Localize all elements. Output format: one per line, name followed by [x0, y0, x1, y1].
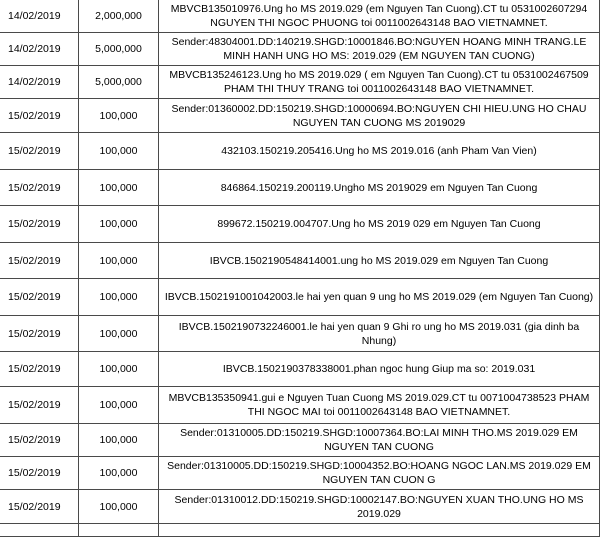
description-cell: Sender:01360002.DD:150219.SHGD:10000694.BO:NGUYEN CHI HIEU.UNG HO CHAU NGUYEN TAN CUONG MS 2019029 — [159, 99, 600, 133]
amount-cell: 100,000 — [79, 316, 159, 352]
date-cell: 15/02/2019 — [0, 457, 79, 490]
amount-cell: 5,000,000 — [79, 66, 159, 99]
table-row — [0, 66, 600, 99]
amount-cell: 100,000 — [79, 457, 159, 490]
description-cell: MBVCB135246123.Ung ho MS 2019.029 ( em Nguyen Tan Cuong).CT tu 0531002467509 PHAM THI THUY TRANG toi 0011002643148 BAO VIETNAMNET. — [159, 66, 600, 99]
description-cell: Sender:01310012.DD:150219.SHGD:10002147.BO:NGUYEN XUAN THO.UNG HO MS 2019.029 — [159, 490, 600, 524]
amount-cell: 100,000 — [79, 133, 159, 170]
date-cell: 15/02/2019 — [0, 352, 79, 387]
table-row — [0, 316, 600, 352]
table-row — [0, 33, 600, 66]
table-row — [0, 387, 600, 424]
table-row — [0, 170, 600, 206]
table-row — [0, 206, 600, 243]
date-cell: 15/02/2019 — [0, 99, 79, 133]
date-cell: 14/02/2019 — [0, 33, 79, 66]
date-cell: 15/02/2019 — [0, 243, 79, 279]
table-row — [0, 352, 600, 387]
description-cell: 899672.150219.004707.Ung ho MS 2019 029 em Nguyen Tan Cuong — [159, 206, 600, 243]
amount-cell: 5,000,000 — [79, 33, 159, 66]
amount-cell: 100,000 — [79, 206, 159, 243]
table-row — [0, 279, 600, 316]
date-cell: 15/02/2019 — [0, 279, 79, 316]
date-cell: 15/02/2019 — [0, 133, 79, 170]
description-cell: IBVCB.1502190378338001.phan ngoc hung Giup ma so: 2019.031 — [159, 352, 600, 387]
amount-cell: 100,000 — [79, 279, 159, 316]
description-cell: IBVCB.1502190732246001.le hai yen quan 9 Ghi ro ung ho MS 2019.031 (gia dinh ba Nhung) — [159, 316, 600, 352]
table-row — [0, 457, 600, 490]
amount-cell — [79, 524, 159, 537]
description-cell: MBVCB135010976.Ung ho MS 2019.029 (em Nguyen Tan Cuong).CT tu 0531002607294 NGUYEN THI NGOC PHUONG toi 0011002643148 BAO VIETNAMNET. — [159, 0, 600, 33]
date-cell — [0, 524, 79, 537]
amount-cell: 100,000 — [79, 490, 159, 524]
amount-cell: 100,000 — [79, 99, 159, 133]
description-cell: IBVCB.1502190548414001.ung ho MS 2019.029 em Nguyen Tan Cuong — [159, 243, 600, 279]
amount-cell: 100,000 — [79, 243, 159, 279]
date-cell: 15/02/2019 — [0, 490, 79, 524]
date-cell: 15/02/2019 — [0, 206, 79, 243]
table-row — [0, 524, 600, 537]
amount-cell: 100,000 — [79, 424, 159, 457]
date-cell: 15/02/2019 — [0, 170, 79, 206]
amount-cell: 100,000 — [79, 170, 159, 206]
date-cell: 15/02/2019 — [0, 387, 79, 424]
description-cell: 846864.150219.200119.Ungho MS 2019029 em Nguyen Tan Cuong — [159, 170, 600, 206]
table-row — [0, 243, 600, 279]
description-cell: Sender:01310005.DD:150219.SHGD:10004352.BO:HOANG NGOC LAN.MS 2019.029 EM NGUYEN TAN CUON G — [159, 457, 600, 490]
description-cell: IBVCB.1502191001042003.le hai yen quan 9 ung ho MS 2019.029 (em Nguyen Tan Cuong) — [159, 279, 600, 316]
table-row — [0, 99, 600, 133]
amount-cell: 100,000 — [79, 387, 159, 424]
date-cell: 15/02/2019 — [0, 316, 79, 352]
date-cell: 15/02/2019 — [0, 424, 79, 457]
date-cell: 14/02/2019 — [0, 0, 79, 33]
table-row — [0, 424, 600, 457]
date-cell: 14/02/2019 — [0, 66, 79, 99]
description-cell: 432103.150219.205416.Ung ho MS 2019.016 (anh Pham Van Vien) — [159, 133, 600, 170]
table-row — [0, 490, 600, 524]
description-cell: Sender:48304001.DD:140219.SHGD:10001846.BO:NGUYEN HOANG MINH TRANG.LE MINH HANH UNG HO MS: 2019.029 (EM NGUYEN TAN CUONG) — [159, 33, 600, 66]
table-row — [0, 133, 600, 170]
description-cell — [159, 524, 600, 537]
amount-cell: 100,000 — [79, 352, 159, 387]
description-cell: Sender:01310005.DD:150219.SHGD:10007364.BO:LAI MINH THO.MS 2019.029 EM NGUYEN TAN CUONG — [159, 424, 600, 457]
table-row — [0, 0, 600, 33]
description-cell: MBVCB135350941.gui e Nguyen Tuan Cuong MS 2019.029.CT tu 0071004738523 PHAM THI NGOC MAI toi 0011002643148 BAO VIETNAMNET. — [159, 387, 600, 424]
amount-cell: 2,000,000 — [79, 0, 159, 33]
